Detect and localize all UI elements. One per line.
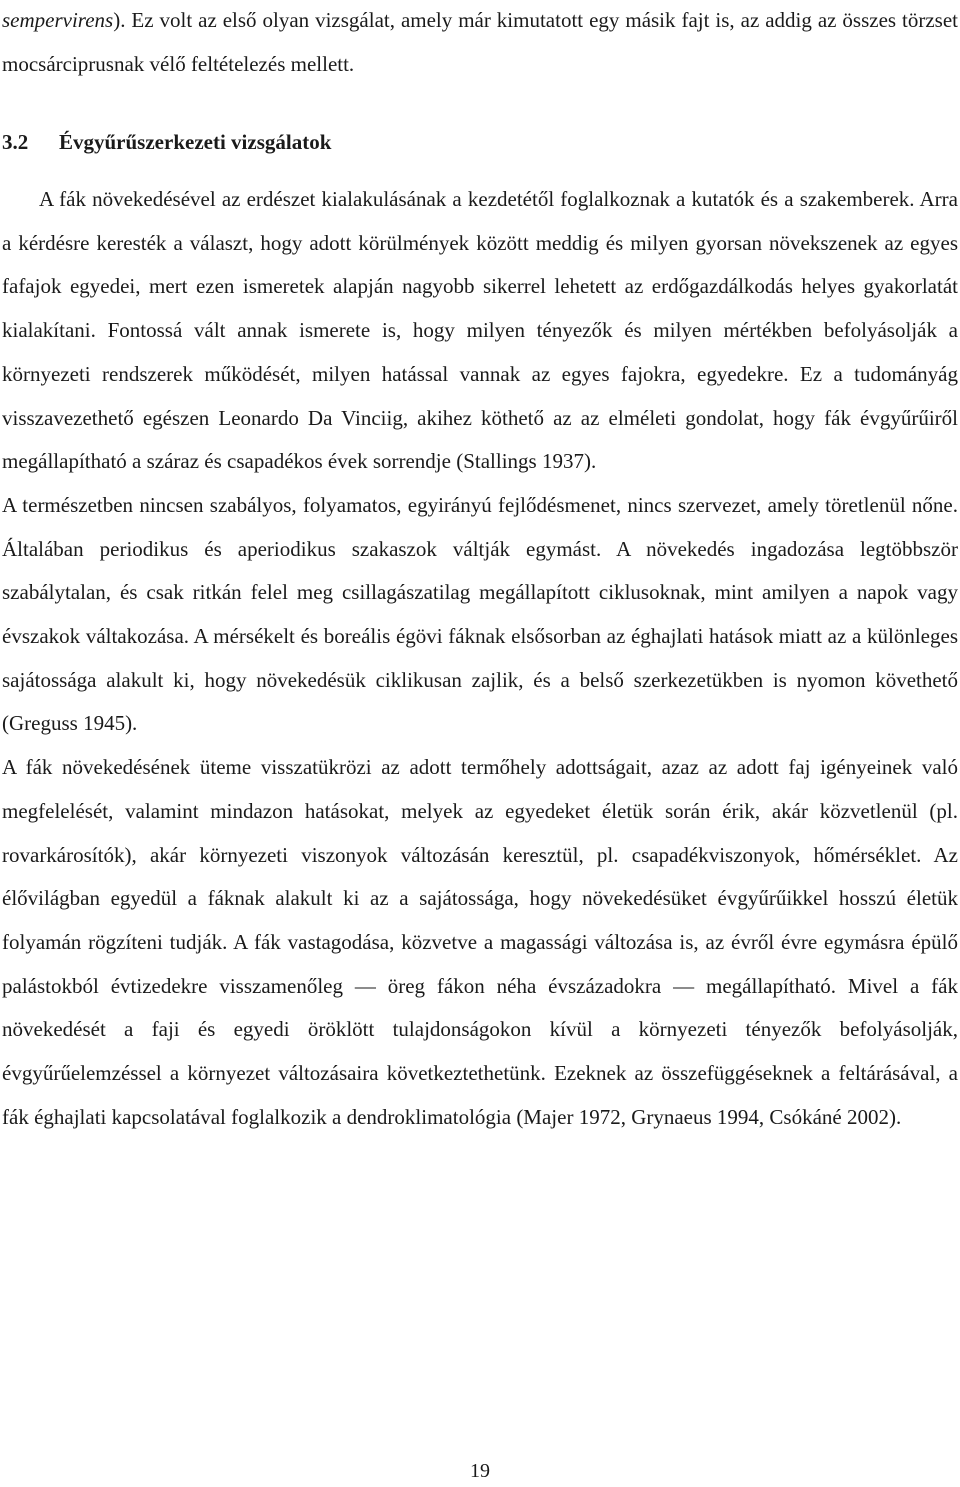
- paragraph-2: A természetben nincsen szabályos, folyamatos, egyirányú fejlődésmenet, nincs szervezet, amely töretlenül nőne. Általában periodikus és aperiodikus szakaszok váltják egymást. A növekedés ingadozása legtöbbször szabálytalan, és csak ritkán felel meg csillagászatilag megállapított ciklusoknak, mint amilyen a napok vagy évszakok váltakozása. A mérsékelt és boreális égövi fáknak elsősorban az éghajlati hatások miatt az a különleges sajátossága alakult ki, hogy növekedésük ciklikusan zajlik, és a belső szerkezetükben is nyomon követhető (Greguss 1945).: [2, 492, 958, 736]
- paragraph-1: A fák növekedésével az erdészet kialakulásának a kezdetétől foglalkoznak a kutatók és a szakemberek. Arra a kérdésre keresték a választ, hogy adott körülmények között meddig és milyen gyorsan növekszenek az egyes fafajok egyedei, mert ezen ismeretek alapján nagyobb sikerrel lehetett az erdőgazdálkodás helyes gyakorlatát kialakítani. Fontossá vált annak ismerete is, hogy milyen tényezők és milyen mértékben befolyásolják a környezeti rendszerek működését, milyen hatással vannak az egyes fajokra, egyedekre. Ez a tudományág visszavezethető egészen Leonardo Da Vinciig, akihez köthető az az elméleti gondolat, hogy fák évgyűrűiről megállapítható a száraz és csapadékos évek sorrendje (Stallings 1937).: [2, 187, 958, 474]
- section-body: [2, 178, 958, 1139]
- page-number: 19: [470, 1460, 490, 1482]
- section-heading: [2, 124, 331, 160]
- intro-text: [2, 0, 958, 86]
- intro-rest: ). Ez volt az első olyan vizsgálat, amely már kimutatott egy másik fajt is, az addig az összes törzset mocsárciprusnak vélő feltételezés mellett.: [2, 8, 958, 76]
- section-number: 3.2: [2, 130, 29, 154]
- section-title: Évgyűrűszerkezeti vizsgálatok: [59, 130, 332, 154]
- species-name: sempervirens: [2, 8, 114, 32]
- intro-paragraph: [2, 0, 958, 86]
- paragraph-3: A fák növekedésének üteme visszatükrözi az adott termőhely adottságait, azaz az adott faj igényeinek való megfelelését, valamint mindazon hatásokat, melyek az egyedeket életük során érik, akár közvetlenül (pl. rovarkárosítók), akár környezeti viszonyok változásán keresztül, pl. csapadékviszonyok, hőmérséklet. Az élővilágban egyedül a fáknak alakult ki az a sajátossága, hogy növekedésüket évgyűrűikkel hosszú életük folyamán rögzíteni tudják. A fák vastagodása, közvetve a magassági változása is, az évről évre egymásra épülő palástokból évtizedekre visszamenőleg — öreg fákon néha évszázadokra — megállapítható. Mivel a fák növekedését a faji és egyedi öröklött tulajdonságokon kívül a környezeti tényezők befolyásolják, évgyűrűelemzéssel a környezet változásaira következtethetünk. Ezeknek az összefüggéseknek a feltárásával, a fák éghajlati kapcsolatával foglalkozik a dendroklimatológia (Majer 1972, Grynaeus 1994, Csókáné 2002).: [2, 755, 958, 1129]
